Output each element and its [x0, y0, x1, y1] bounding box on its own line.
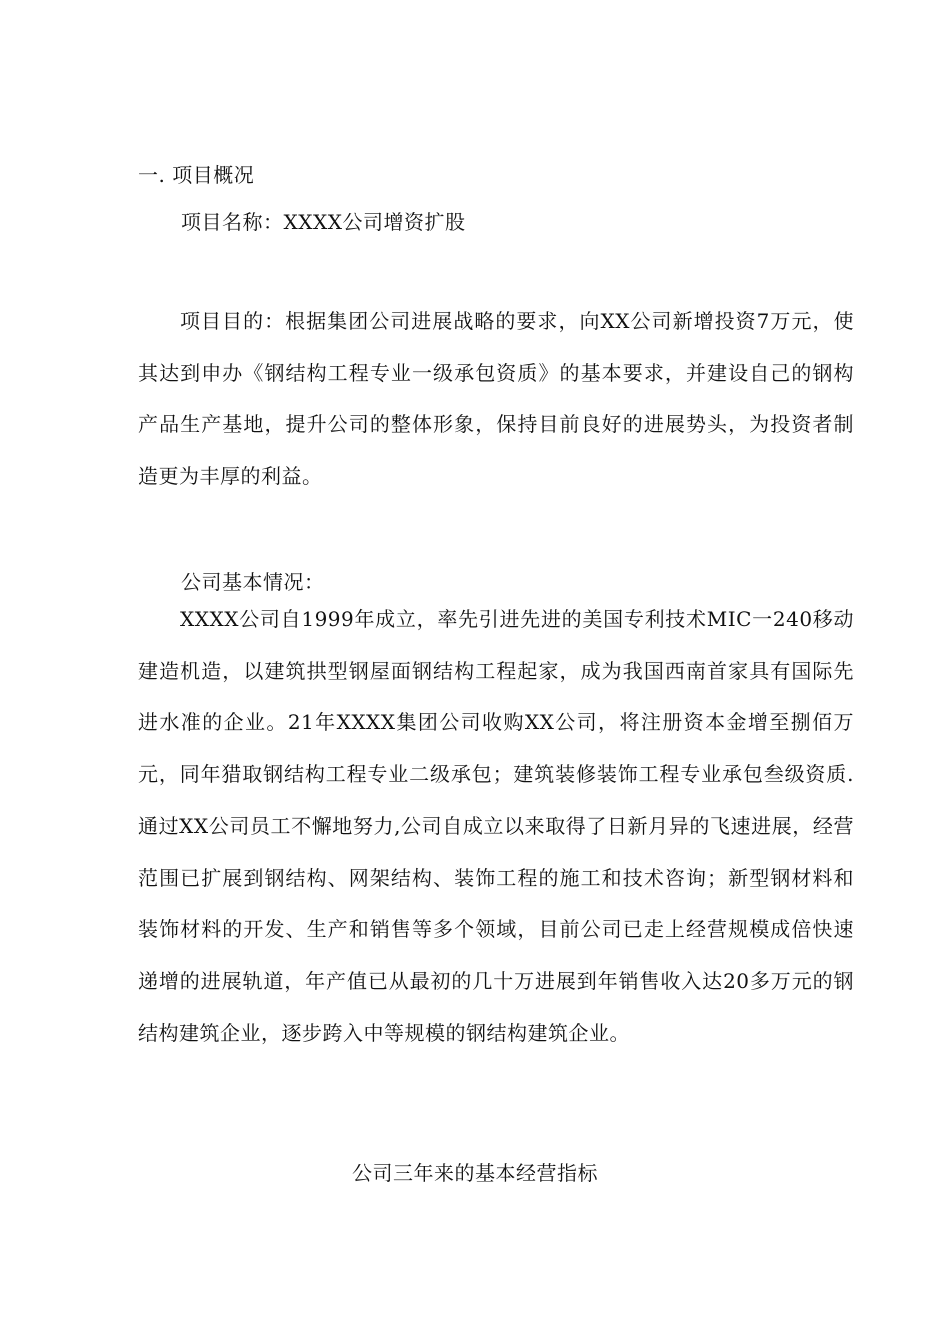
section-heading: 一. 项目概况	[138, 163, 255, 187]
company-description-paragraph: XXXX公司自1999年成立，率先引进先进的美国专利技术MIC一240移动建造机造，以建筑拱型钢屋面钢结构工程起家，成为我国西南首家具有国际先进水准的企业。21年XXXX集团公司收购XX公司，将注册资本金增至捌佰万元，同年猎取钢结构工程专业二级承包；建筑装修装饰工程专业承包叁级资质.通过XX公司员工不懈地努力,公司自成立以来取得了日新月异的飞速进展，经营范围已扩展到钢结构、网架结构、装饰工程的施工和技术咨询；新型钢材料和装饰材料的开发、生产和销售等多个领域，目前公司已走上经营规模成倍快速递增的进展轨道，年产值已从最初的几十万进展到年销售收入达20多万元的钢结构建筑企业，逐步跨入中等规模的钢结构建筑企业。	[138, 607, 854, 1045]
project-name: 项目名称：XXXX公司增资扩股	[181, 210, 466, 234]
project-purpose-paragraph: 项目目的：根据集团公司进展战略的要求，向XX公司新增投资7万元，使其达到申办《钢结构工程专业一级承包资质》的基本要求，并建设自己的钢构产品生产基地，提升公司的整体形象，保持目前良好的进展势头，为投资者制造更为丰厚的利益。	[138, 309, 854, 489]
table-title: 公司三年来的基本经营指标	[352, 1161, 598, 1185]
basic-info-label: 公司基本情况：	[181, 570, 325, 594]
